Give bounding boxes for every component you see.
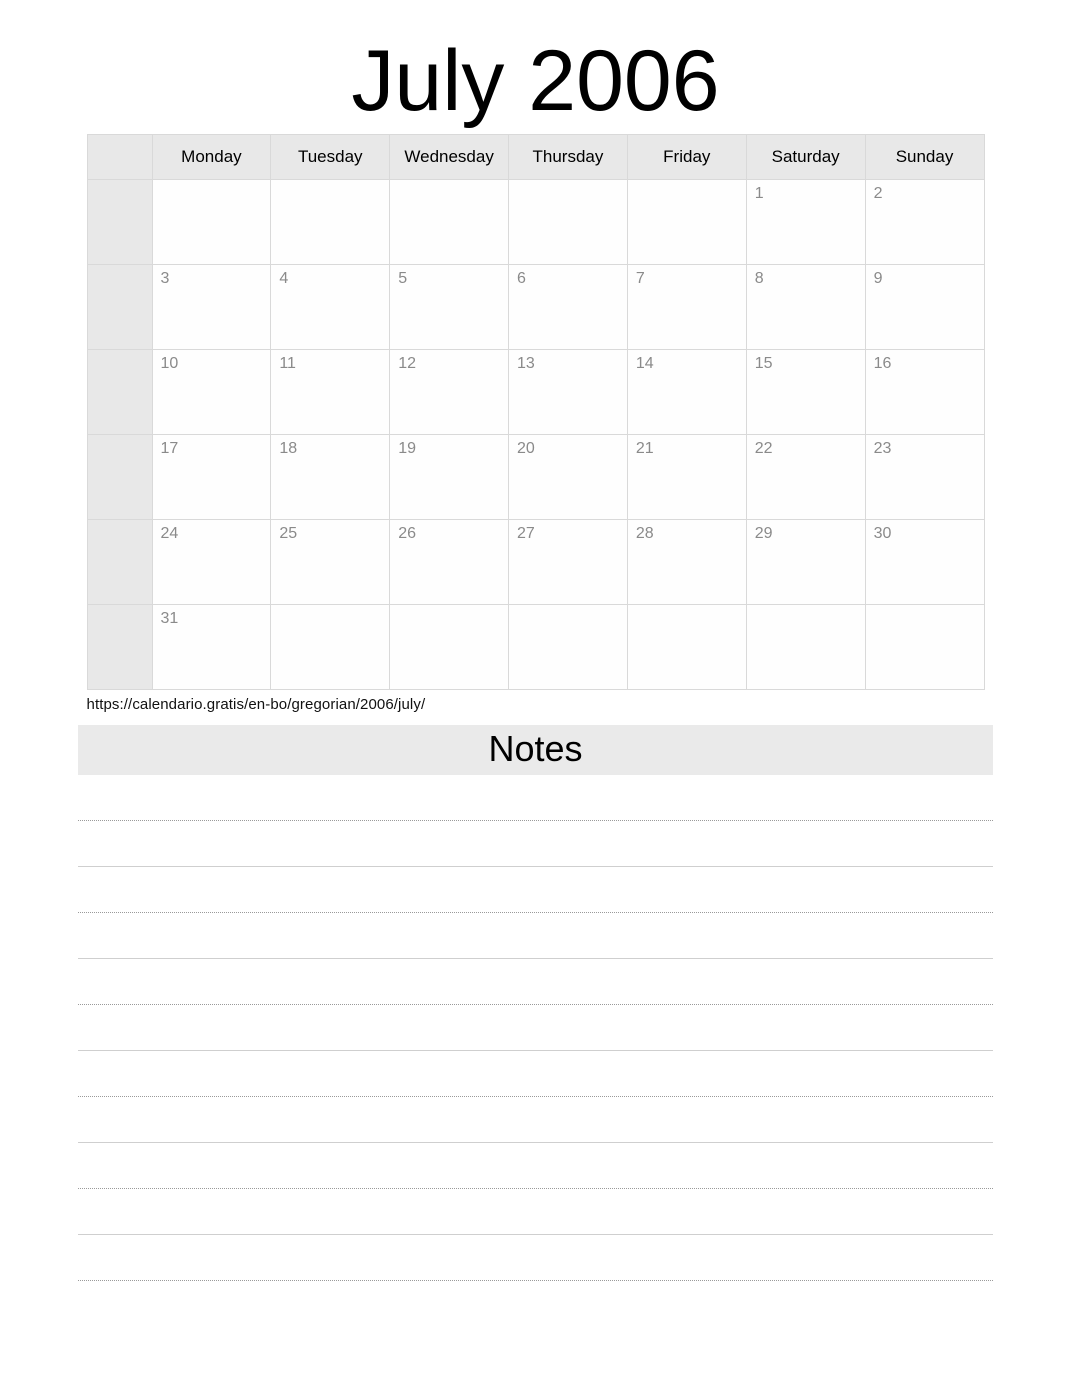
day-cell[interactable] bbox=[390, 350, 509, 435]
day-number: 22 bbox=[754, 440, 773, 457]
notes-title: Notes bbox=[78, 725, 993, 775]
day-cell[interactable] bbox=[152, 350, 271, 435]
day-cell[interactable] bbox=[390, 605, 509, 690]
day-cell[interactable] bbox=[152, 435, 271, 520]
note-line[interactable] bbox=[78, 1235, 993, 1281]
weekday-header-monday: Monday bbox=[152, 135, 271, 180]
week-number-cell bbox=[87, 265, 152, 350]
day-cell[interactable] bbox=[746, 520, 865, 605]
day-cell[interactable] bbox=[627, 350, 746, 435]
day-cell[interactable] bbox=[746, 180, 865, 265]
weekday-header-friday: Friday bbox=[627, 135, 746, 180]
calendar-body bbox=[87, 180, 984, 690]
day-number: 2 bbox=[873, 185, 883, 202]
calendar-week-row bbox=[87, 605, 984, 690]
day-cell[interactable] bbox=[390, 180, 509, 265]
day-cell[interactable] bbox=[509, 180, 628, 265]
calendar-header-row bbox=[87, 135, 984, 180]
note-line[interactable] bbox=[78, 1189, 993, 1235]
day-cell[interactable] bbox=[509, 350, 628, 435]
day-cell[interactable] bbox=[271, 520, 390, 605]
day-number: 12 bbox=[398, 355, 416, 372]
day-cell[interactable] bbox=[271, 435, 390, 520]
day-cell[interactable] bbox=[865, 265, 984, 350]
day-number: 31 bbox=[160, 610, 179, 627]
day-cell[interactable] bbox=[509, 605, 628, 690]
page-title: July 2006 bbox=[351, 33, 720, 129]
day-cell[interactable] bbox=[390, 435, 509, 520]
day-cell[interactable] bbox=[865, 350, 984, 435]
day-number: 21 bbox=[635, 440, 654, 457]
note-line[interactable] bbox=[78, 1143, 993, 1189]
week-number-cell bbox=[87, 605, 152, 690]
day-number: 4 bbox=[279, 270, 289, 287]
day-cell[interactable] bbox=[271, 180, 390, 265]
note-line[interactable] bbox=[78, 821, 993, 867]
day-cell[interactable] bbox=[390, 265, 509, 350]
day-number: 3 bbox=[160, 270, 170, 287]
day-cell[interactable] bbox=[627, 265, 746, 350]
day-number: 14 bbox=[635, 355, 654, 372]
day-cell[interactable] bbox=[865, 520, 984, 605]
week-number-cell bbox=[87, 520, 152, 605]
day-cell[interactable] bbox=[271, 605, 390, 690]
day-cell[interactable] bbox=[865, 435, 984, 520]
day-cell[interactable] bbox=[746, 350, 865, 435]
day-number: 10 bbox=[160, 355, 179, 372]
weekday-header-saturday: Saturday bbox=[746, 135, 865, 180]
note-line[interactable] bbox=[78, 1051, 993, 1097]
calendar-week-row bbox=[87, 520, 984, 605]
day-cell[interactable] bbox=[390, 520, 509, 605]
note-line[interactable] bbox=[78, 1005, 993, 1051]
day-cell[interactable] bbox=[627, 180, 746, 265]
calendar-week-row bbox=[87, 350, 984, 435]
day-cell[interactable] bbox=[509, 520, 628, 605]
day-cell[interactable] bbox=[746, 265, 865, 350]
day-number: 29 bbox=[754, 525, 773, 542]
source-url[interactable]: https://calendario.gratis/en-bo/gregorian/2006/july/ bbox=[86, 696, 426, 713]
day-cell[interactable] bbox=[627, 435, 746, 520]
day-cell[interactable] bbox=[746, 435, 865, 520]
day-cell[interactable] bbox=[509, 435, 628, 520]
weekday-header-tuesday: Tuesday bbox=[271, 135, 390, 180]
day-number: 16 bbox=[873, 355, 892, 372]
day-number: 1 bbox=[754, 185, 764, 202]
day-number: 6 bbox=[517, 270, 526, 287]
day-cell[interactable] bbox=[509, 265, 628, 350]
day-number: 20 bbox=[517, 440, 535, 457]
day-number: 5 bbox=[398, 270, 408, 287]
day-cell[interactable] bbox=[152, 180, 271, 265]
day-number: 7 bbox=[635, 270, 645, 287]
notes-section bbox=[78, 725, 993, 1281]
calendar-week-row bbox=[87, 180, 984, 265]
day-cell[interactable] bbox=[152, 520, 271, 605]
day-cell[interactable] bbox=[627, 520, 746, 605]
day-number: 25 bbox=[279, 525, 298, 542]
day-number: 13 bbox=[517, 355, 535, 372]
day-cell[interactable] bbox=[865, 180, 984, 265]
day-number: 18 bbox=[279, 440, 298, 457]
day-number: 30 bbox=[873, 525, 892, 542]
day-cell[interactable] bbox=[865, 605, 984, 690]
day-number: 19 bbox=[398, 440, 416, 457]
day-number: 23 bbox=[873, 440, 892, 457]
notes-lines bbox=[78, 775, 993, 1281]
day-number: 17 bbox=[160, 440, 179, 457]
day-number: 24 bbox=[160, 525, 179, 542]
day-number: 8 bbox=[754, 270, 764, 287]
note-line[interactable] bbox=[78, 959, 993, 1005]
calendar-table bbox=[87, 134, 985, 690]
day-number: 27 bbox=[517, 525, 535, 542]
calendar-week-row bbox=[87, 435, 984, 520]
day-number: 15 bbox=[754, 355, 773, 372]
weekday-header-wednesday: Wednesday bbox=[390, 135, 509, 180]
day-number: 26 bbox=[398, 525, 416, 542]
weekday-header-sunday: Sunday bbox=[865, 135, 984, 180]
note-line[interactable] bbox=[78, 1097, 993, 1143]
calendar-container bbox=[87, 134, 985, 690]
day-number: 9 bbox=[873, 270, 883, 287]
day-cell[interactable] bbox=[152, 605, 271, 690]
day-cell[interactable] bbox=[152, 265, 271, 350]
note-line[interactable] bbox=[78, 775, 993, 821]
day-cell[interactable] bbox=[627, 605, 746, 690]
week-number-cell bbox=[87, 180, 152, 265]
week-number-cell bbox=[87, 435, 152, 520]
calendar-week-row bbox=[87, 265, 984, 350]
note-line[interactable] bbox=[78, 913, 993, 959]
day-cell[interactable] bbox=[271, 350, 390, 435]
day-cell[interactable] bbox=[746, 605, 865, 690]
week-number-cell bbox=[87, 350, 152, 435]
week-number-header bbox=[87, 135, 152, 180]
day-number: 28 bbox=[635, 525, 654, 542]
day-number: 11 bbox=[279, 355, 296, 372]
note-line[interactable] bbox=[78, 867, 993, 913]
day-cell[interactable] bbox=[271, 265, 390, 350]
weekday-header-thursday: Thursday bbox=[509, 135, 628, 180]
